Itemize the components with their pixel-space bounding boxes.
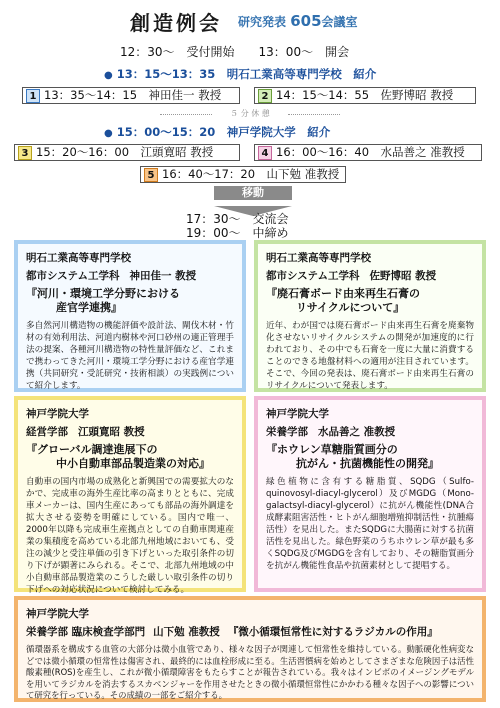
card-dept: [26, 268, 234, 283]
talk-number-badge: 4: [258, 146, 272, 160]
card-school: 明石工業高等専門学校: [26, 252, 131, 264]
card-title-line-1: 『ホウレン草糖脂質画分の: [266, 443, 398, 456]
card-school: 明石工業高等専門学校: [266, 252, 371, 264]
talk-number-badge: 5: [144, 168, 158, 182]
talk-2-text: 14：15～14：55 佐野博昭 教授: [276, 88, 454, 102]
card-title-line-1: 『河川・環境工学分野における: [26, 287, 180, 300]
card-title-line-2: 抗がん・抗菌機能性の開発』: [296, 457, 439, 470]
talk-4: [254, 144, 482, 161]
card-title-line-2: 中小自動車部品製造業の対応』: [56, 457, 210, 470]
talk-5: [140, 166, 346, 183]
card-header-line: [26, 624, 474, 639]
card-abstract: 自動車の国内市場の成熟化と新興国での需要拡大のなかで、完成車の海外生産比率の高まりとともに、完成車メーカーは、国内生産にあっても部品の海外調達を拡大させる姿勢を明確にしている。国内で唯一、2000年以降も完成車生産拠点としての自動車関連産業の集積度を高めている北部九州地域においても、受注の減少と受注単価の引き下げといった取引条件の切り下げが顕著にみられる。そこで、北部九州地域の中小自動車部品製造業のこうした厳しい取引条件の切り下げへの対応状況について検討してみる。: [26, 477, 234, 595]
card-title: [266, 287, 474, 315]
venue-suffix: 会議室: [321, 15, 358, 29]
talk-1-text: 13：35～14：15 神田佳一 教授: [44, 88, 222, 102]
card-presenter-name: 山下勉 准教授: [153, 626, 220, 638]
session-2-intro: [104, 124, 330, 140]
card-title-line-2: 産官学連携』: [56, 301, 122, 314]
break-label: ５ 分 休 憩: [150, 108, 350, 120]
card-school: 神戸学院大学: [26, 408, 89, 420]
venue-prefix: 研究発表: [238, 15, 287, 29]
talk-4-text: 16：00～16：40 水品善之 准教授: [276, 145, 465, 159]
card-dept-name: 栄養学部 臨床検査学部門: [26, 626, 146, 638]
page-header: [130, 6, 430, 36]
talk-2: [254, 87, 476, 104]
card-dept: [266, 268, 474, 283]
move-arrow: 移動: [214, 186, 292, 200]
venue-room-number: 605: [290, 12, 322, 30]
card-presenter-name: 水品善之 准教授: [318, 426, 396, 438]
presenter-card-1: [14, 240, 246, 392]
card-dept-name: 栄養学部: [266, 426, 308, 438]
bullet-icon: ●: [104, 128, 113, 139]
exchange-time: 17：30～ 交流会: [186, 212, 289, 226]
card-abstract: 循環器系を構成する血管の大部分は微小血管であり、様々な因子が関連して恒常性を維持している。動脈硬化性病変などでは微小循環の恒常性は傷害され、最終的には血栓形成に至る。生活習慣病を始めとしてさまざまな危険因子は活性酸素種(ROS)を産生し、これが微小循環障害をもたらすことが報告されている。我々はインビボのイメージングモデルを用いてラジカルを消去するスカベンジャーを作用させたときの微小循環恒常性にかかわる種々な因子への影響について研究を行っている。その成績の一部をご紹介する。: [26, 644, 474, 700]
card-title-line-2: リサイクルについて』: [296, 301, 405, 314]
talk-number-badge: 1: [26, 89, 40, 103]
bullet-icon: ●: [104, 70, 113, 81]
card-title-line-1: 『グローバル調達進展下の: [26, 443, 158, 456]
session-1-text: 13：15～13：35 明石工業高等専門学校 紹介: [116, 67, 377, 81]
card-dept-name: 都市システム工学科: [266, 270, 360, 282]
presenter-card-4: [254, 396, 486, 592]
talk-number-badge: 3: [18, 146, 32, 160]
card-abstract: 近年、わが国では廃石膏ボード由来再生石膏を廃棄物化させないリサイクルシステムの開発が加速度的に行われており、その中でも石膏を一度に大量に消費することのできる地盤材料への適用が注目されています。そこで、今回の発表は、廃石膏ボード由来再生石膏のリサイクルについて発表します。: [266, 321, 474, 391]
presenter-card-5: [14, 596, 486, 702]
card-dept: [266, 424, 474, 439]
venue-label: [238, 12, 358, 30]
card-presenter-name: 佐野博昭 教授: [369, 270, 437, 282]
card-title: [26, 287, 234, 315]
page-title: 創造例会: [130, 10, 222, 35]
card-dept-name: 経営学部: [26, 426, 68, 438]
card-title: 『微小循環恒常性に対するラジカルの作用』: [227, 626, 438, 638]
talk-5-text: 16：40～17：20 山下勉 准教授: [162, 167, 340, 181]
card-abstract: 緑色植物に含有する糖脂質、SQDG（Sulfo-quinovosyl-diacyl-glycerol）及びMGDG（Mono-galactsyl-diacyl-glycerol）に抗がん機能性(DNA合成酵素阻害活性・ヒトがん細胞増殖抑制活性・抗腫瘍活性）を見出した。またSQDGに大腸菌に対する抗菌活性を見出した。緑色野菜のうちホウレン草が最も多くSQDG及びMGDGを含有しており、その糖脂質画分を抗がん機能性食品や抗菌素材として提唱する。: [266, 477, 474, 571]
talk-number-badge: 2: [258, 89, 272, 103]
card-presenter-name: 江頭寛昭 教授: [78, 426, 145, 438]
card-abstract: 多自然河川構造物の機能評価や設計法、閘伐木材・竹材の有効利用法、河道内樹林や河口砂州の適正管理手法の提案、各種河川構造物の特性量評価など、これまで携わってきた河川・環境工学分野における産官学連携（共同研究・受託研究・技術相談）の実践例について紹介します。: [26, 321, 234, 391]
talk-3: [14, 144, 240, 161]
card-school: 神戸学院大学: [26, 608, 89, 620]
talk-1: [22, 87, 240, 104]
session-1-intro: [104, 66, 376, 82]
presenter-card-2: [254, 240, 486, 392]
session-2-text: 15：00～15：20 神戸学院大学 紹介: [116, 125, 331, 139]
card-school: 神戸学院大学: [266, 408, 329, 420]
card-title-line-1: 『廃石膏ボード由来再生石膏の: [266, 287, 420, 300]
talk-3-text: 15：20～16：00 江頭寛昭 教授: [36, 145, 214, 159]
card-title: [266, 443, 474, 471]
closing-time: 19：00～ 中締め: [186, 226, 289, 240]
card-title: [26, 443, 234, 471]
reception-time: 12：30～ 受付開始 13：00～ 開会: [120, 45, 350, 59]
card-presenter-name: 神田佳一 教授: [129, 270, 197, 282]
card-dept: [26, 424, 234, 439]
presenter-card-3: [14, 396, 246, 595]
card-dept-name: 都市システム工学科: [26, 270, 120, 282]
